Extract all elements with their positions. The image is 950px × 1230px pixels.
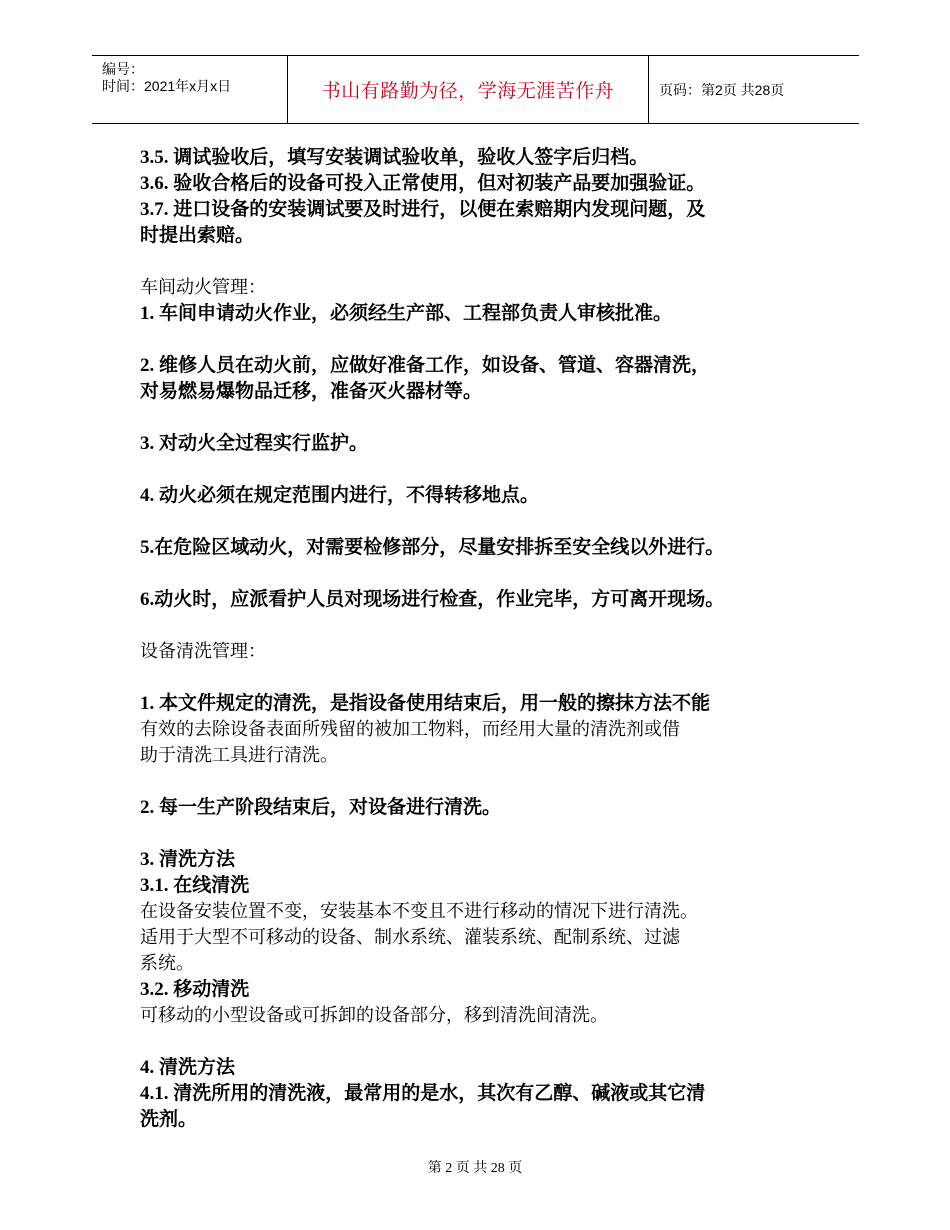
- spacer: [140, 327, 820, 353]
- paragraph-line: 3. 对动火全过程实行监护。: [140, 433, 369, 454]
- paragraph-line: 3.7. 进口设备的安装调试要及时进行，以便在索赔期内发现问题，及: [140, 199, 706, 220]
- spacer: [140, 457, 820, 483]
- spacer: [140, 821, 820, 847]
- spacer: [140, 561, 820, 587]
- spacer: [140, 613, 820, 639]
- paragraph-line: 3.6. 验收合格后的设备可投入正常使用，但对初装产品要加强验证。: [140, 173, 706, 194]
- paragraph-line: 对易燃易爆物品迁移，准备灭火器材等。: [140, 381, 483, 402]
- section-heading: 设备清洗管理：: [140, 641, 266, 662]
- paragraph-line: 3.5. 调试验收后，填写安装调试验收单，验收人签字后归档。: [140, 147, 649, 168]
- spacer: [140, 509, 820, 535]
- paragraph-line: 4. 动火必须在规定范围内进行，不得转移地点。: [140, 485, 540, 506]
- paragraph-line: 1. 本文件规定的清洗，是指设备使用结束后，用一般的擦抹方法不能: [140, 693, 711, 714]
- spacer: [140, 249, 820, 275]
- paragraph-line: 1. 车间申请动火作业，必须经生产部、工程部负责人审核批准。: [140, 303, 673, 324]
- paragraph-line: 5.在危险区域动火，对需要检修部分，尽量安排拆至安全线以外进行。: [140, 537, 725, 558]
- paragraph-line: 2. 每一生产阶段结束后，对设备进行清洗。: [140, 797, 502, 818]
- header-page-info: 页码：第2页 共28页: [659, 81, 785, 98]
- paragraph-line: 4.1. 清洗所用的清洗液，最常用的是水，其次有乙醇、碱液或其它清: [140, 1083, 706, 1104]
- paragraph-line: 3. 清洗方法: [140, 849, 236, 870]
- paragraph-line: 系统。: [140, 953, 194, 974]
- page-header: [92, 55, 859, 124]
- paragraph-line: 3.1. 在线清洗: [140, 875, 250, 896]
- spacer: [140, 1029, 820, 1055]
- paragraph-line: 4. 清洗方法: [140, 1057, 236, 1078]
- paragraph-line: 2. 维修人员在动火前，应做好准备工作，如设备、管道、容器清洗，: [140, 355, 711, 376]
- paragraph-line: 可移动的小型设备或可拆卸的设备部分，移到清洗间清洗。: [140, 1005, 608, 1026]
- spacer: [140, 405, 820, 431]
- paragraph-line: 时提出索赔。: [140, 225, 255, 246]
- paragraph-line: 3.2. 移动清洗: [140, 979, 250, 1000]
- paragraph-line: 适用于大型不可移动的设备、制水系统、灌装系统、配制系统、过滤: [140, 927, 680, 948]
- paragraph-line: 6.动火时，应派看护人员对现场进行检查，作业完毕，方可离开现场。: [140, 589, 725, 610]
- paragraph-line: 有效的去除设备表面所残留的被加工物料，而经用大量的清洗剂或借: [140, 719, 680, 740]
- document-body: [140, 145, 820, 1133]
- header-number-label: 编号：: [102, 61, 144, 77]
- page-footer: 第 2 页 共 28 页: [427, 1161, 523, 1176]
- paragraph-line: 在设备安装位置不变，安装基本不变且不进行移动的情况下进行清洗。: [140, 901, 698, 922]
- header-time-label: 时间：2021年x月x日: [102, 78, 232, 94]
- paragraph-line: 助于清洗工具进行清洗。: [140, 745, 338, 766]
- header-info-cell: [92, 56, 287, 123]
- spacer: [140, 769, 820, 795]
- spacer: [140, 665, 820, 691]
- paragraph-line: 洗剂。: [140, 1109, 198, 1130]
- section-heading: 车间动火管理：: [140, 277, 266, 298]
- header-motto: 书山有路勤为径，学海无涯苦作舟: [287, 56, 649, 123]
